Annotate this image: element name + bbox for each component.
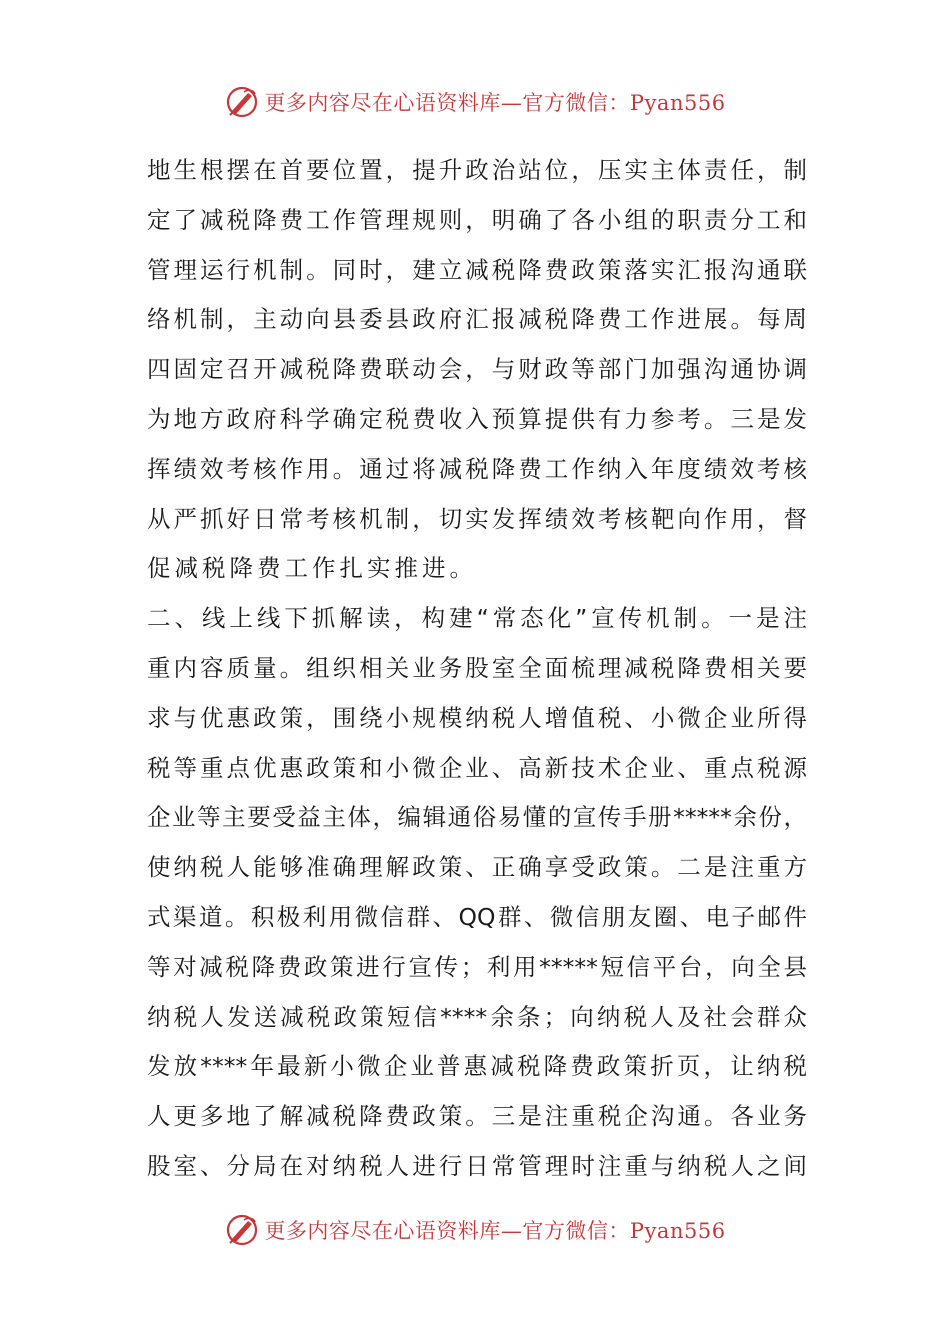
- body-line: 地生根摆在首要位置，提升政治站位，压实主体责任，制: [147, 156, 807, 184]
- body-line: 挥绩效考核作用。通过将减税降费工作纳入年度绩效考核: [147, 454, 807, 483]
- body-line: 促减税降费工作扎实推进。: [147, 554, 477, 583]
- body-line: 四固定召开减税降费联动会，与财政等部门加强沟通协调: [147, 355, 807, 384]
- body-line: 式渠道。积极利用微信群、QQ群、微信朋友圈、电子邮件: [147, 902, 807, 931]
- footer-banner: [0, 1210, 950, 1250]
- body-line: 从严抓好日常考核机制，切实发挥绩效考核靶向作用，督: [147, 504, 807, 533]
- body-line: 发放****年最新小微企业普惠减税降费政策折页，让纳税: [147, 1052, 807, 1081]
- header-banner: [0, 82, 950, 122]
- body-line: 使纳税人能够准确理解政策、正确享受政策。二是注重方: [147, 853, 807, 882]
- pen-logo-icon: [224, 84, 260, 120]
- pen-logo-icon: [224, 1212, 260, 1248]
- body-line: 为地方政府科学确定税费收入预算提供有力参考。三是发: [147, 404, 807, 433]
- body-line: 纳税人发送减税政策短信****余条；向纳税人及社会群众: [147, 1002, 807, 1031]
- body-line: 等对减税降费政策进行宣传；利用*****短信平台，向全县: [147, 952, 807, 981]
- body-line: 管理运行机制。同时，建立减税降费政策落实汇报沟通联: [147, 255, 807, 284]
- body-line: 股室、分局在对纳税人进行日常管理时注重与纳税人之间: [147, 1151, 807, 1180]
- body-line: 重内容质量。组织相关业务股室全面梳理减税降费相关要: [147, 653, 807, 682]
- document-body: [147, 146, 807, 1192]
- body-line: 二、线上线下抓解读，构建“常态化”宣传机制。一是注: [147, 604, 807, 633]
- body-line: 税等重点优惠政策和小微企业、高新技术企业、重点税源: [147, 753, 807, 782]
- body-line: 求与优惠政策，围绕小规模纳税人增值税、小微企业所得: [147, 703, 807, 732]
- body-line: 人更多地了解减税降费政策。三是注重税企沟通。各业务: [147, 1102, 807, 1131]
- body-line: 络机制，主动向县委县政府汇报减税降费工作进展。每周: [147, 305, 807, 334]
- body-line: 定了减税降费工作管理规则，明确了各小组的职责分工和: [147, 205, 807, 234]
- footer-banner-text: 更多内容尽在心语资料库—官方微信：Pyan556: [264, 1219, 726, 1243]
- body-line: 企业等主要受益主体，编辑通俗易懂的宣传手册*****余份，: [147, 803, 807, 832]
- header-banner-text: 更多内容尽在心语资料库—官方微信：Pyan556: [264, 91, 726, 115]
